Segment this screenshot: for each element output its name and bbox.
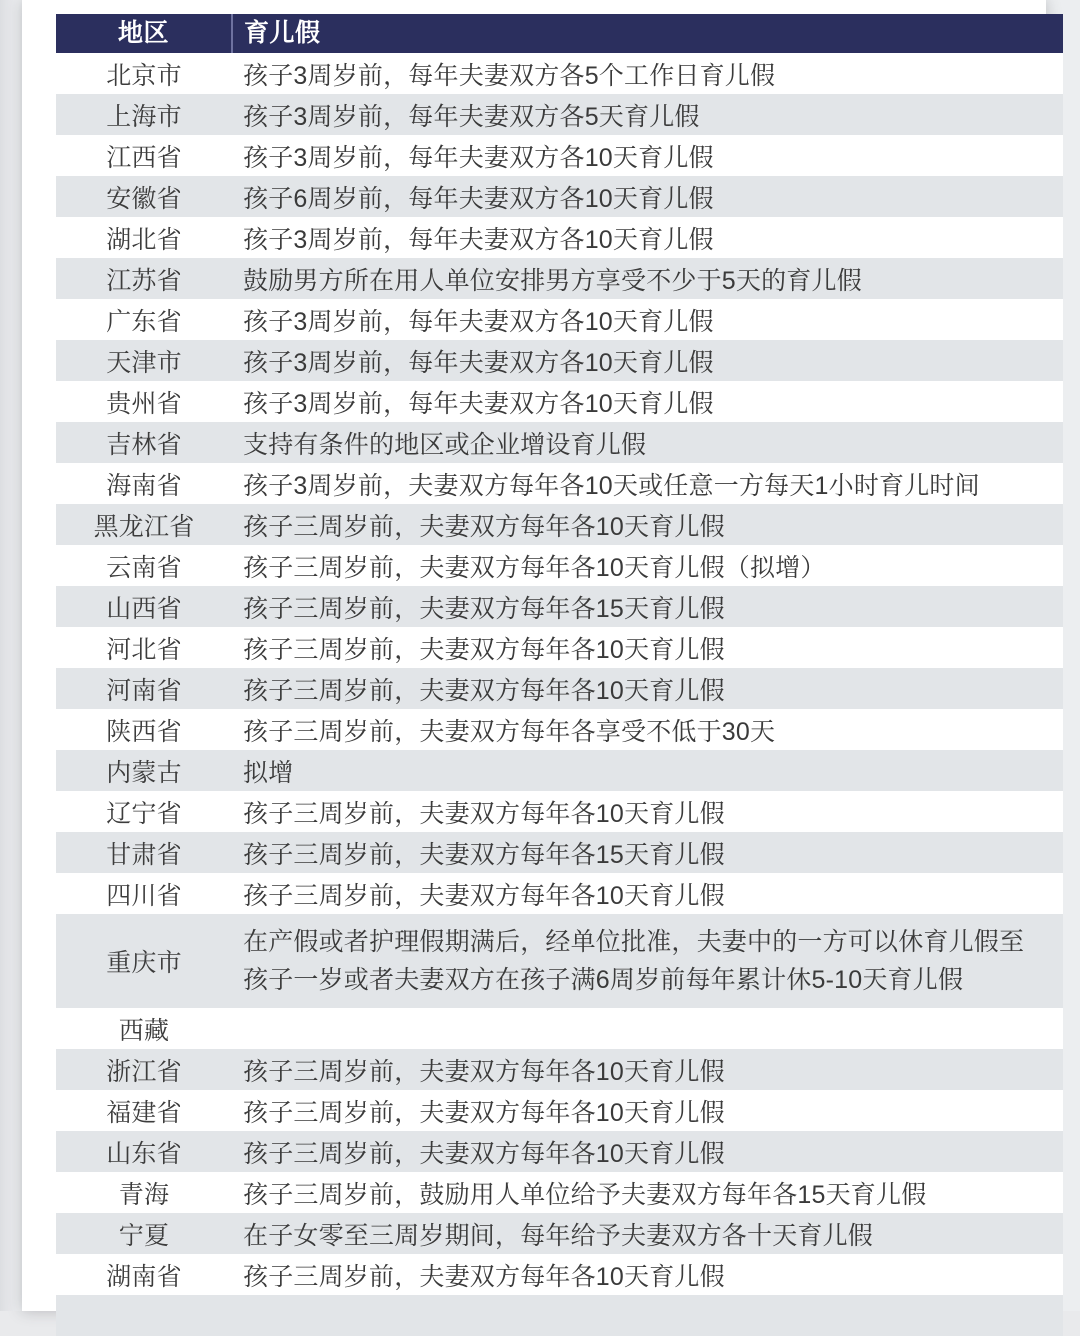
table-row	[56, 1008, 1063, 1049]
table-row	[56, 914, 1063, 1008]
cell-region: 湖南省	[106, 1262, 182, 1291]
table-row	[56, 1172, 1063, 1213]
cell-policy: 孩子三周岁前，夫妻双方每年各10天育儿假	[243, 512, 725, 541]
cell-policy-line: 孩子一岁或者夫妻双方在孩子满6周岁前每年累计休5-10天育儿假	[243, 966, 964, 994]
table-row	[56, 381, 1063, 422]
cell-region: 浙江省	[106, 1057, 182, 1086]
table-row	[56, 1131, 1063, 1172]
cell-region: 重庆市	[106, 949, 182, 977]
cell-region: 内蒙古	[106, 758, 182, 787]
cell-policy: 孩子三周岁前，夫妻双方每年各10天育儿假	[243, 676, 725, 705]
cell-policy: 孩子三周岁前，夫妻双方每年各10天育儿假	[243, 1098, 725, 1127]
table-row	[56, 832, 1063, 873]
table-row	[56, 422, 1063, 463]
cell-region: 天津市	[106, 348, 182, 377]
table-row	[56, 627, 1063, 668]
cell-policy-line: 在产假或者护理假期满后，经单位批准，夫妻中的一方可以休育儿假至	[243, 928, 1025, 956]
cell-region: 江西省	[106, 143, 182, 172]
table-row	[56, 1049, 1063, 1090]
cell-policy: 孩子三周岁前，夫妻双方每年各10天育儿假	[243, 1057, 725, 1086]
table-row	[56, 545, 1063, 586]
cell-region: 安徽省	[106, 184, 182, 213]
cell-region: 西藏	[118, 1016, 170, 1045]
cell-policy: 孩子3周岁前，每年夫妻双方各5个工作日育儿假	[243, 61, 776, 90]
cell-region: 黑龙江省	[93, 512, 195, 541]
table-row	[56, 750, 1063, 791]
table-row	[56, 340, 1063, 381]
cell-policy: 孩子三周岁前，鼓励用人单位给予夫妻双方每年各15天育儿假	[243, 1180, 927, 1209]
cell-region: 上海市	[106, 102, 182, 131]
cell-policy: 孩子三周岁前，夫妻双方每年各10天育儿假	[243, 881, 725, 910]
cell-region: 辽宁省	[106, 799, 182, 828]
table-row	[56, 135, 1063, 176]
cell-policy: 孩子3周岁前，每年夫妻双方各10天育儿假	[243, 389, 714, 418]
column-header-policy: 育儿假	[232, 14, 1063, 53]
cell-region: 云南省	[106, 553, 182, 582]
column-header-region: 地区	[56, 14, 232, 53]
cell-region: 山东省	[106, 1139, 182, 1168]
cell-policy: 孩子3周岁前，夫妻双方每年各10天或任意一方每天1小时育儿时间	[243, 471, 980, 500]
cell-region: 四川省	[106, 881, 182, 910]
cell-region: 福建省	[106, 1098, 182, 1127]
table-row	[56, 94, 1063, 135]
cell-region: 贵州省	[106, 389, 182, 418]
cell-region	[56, 1295, 232, 1336]
table-row	[56, 1254, 1063, 1295]
table-row	[56, 463, 1063, 504]
cell-region: 甘肃省	[106, 840, 182, 869]
table-row	[56, 586, 1063, 627]
table-row	[56, 176, 1063, 217]
table-row	[56, 873, 1063, 914]
cell-policy: 孩子3周岁前，每年夫妻双方各10天育儿假	[243, 348, 714, 377]
cell-policy	[232, 914, 1063, 1008]
cell-policy: 孩子三周岁前，夫妻双方每年各享受不低于30天	[243, 717, 776, 746]
table-row	[56, 53, 1063, 94]
table-row	[56, 709, 1063, 750]
cell-region: 青海	[118, 1180, 170, 1209]
cell-policy: 孩子3周岁前，每年夫妻双方各10天育儿假	[243, 225, 714, 254]
cell-region: 河北省	[106, 635, 182, 664]
cell-policy: 支持有条件的地区或企业增设育儿假	[243, 430, 647, 459]
cell-policy: 在子女零至三周岁期间，每年给予夫妻双方各十天育儿假	[243, 1221, 874, 1250]
cell-region: 宁夏	[118, 1221, 170, 1250]
table-row	[56, 217, 1063, 258]
cell-policy: 孩子三周岁前，夫妻双方每年各15天育儿假	[243, 840, 725, 869]
cell-region: 北京市	[106, 61, 182, 90]
cell-policy: 孩子6周岁前，每年夫妻双方各10天育儿假	[243, 184, 714, 213]
cell-region: 江苏省	[106, 266, 182, 295]
table-row	[56, 1090, 1063, 1131]
cell-policy	[232, 1008, 1063, 1049]
cell-policy: 孩子3周岁前，每年夫妻双方各5天育儿假	[243, 102, 700, 131]
table-row	[56, 504, 1063, 545]
cell-region: 湖北省	[106, 225, 182, 254]
cell-policy: 孩子三周岁前，夫妻双方每年各10天育儿假	[243, 1262, 725, 1291]
cell-region: 广东省	[106, 307, 182, 336]
cell-policy: 孩子3周岁前，每年夫妻双方各10天育儿假	[243, 143, 714, 172]
table-row	[56, 258, 1063, 299]
table-row	[56, 1295, 1063, 1336]
table-header-row	[56, 14, 1063, 53]
cell-policy: 孩子三周岁前，夫妻双方每年各10天育儿假	[243, 635, 725, 664]
table-body	[56, 53, 1063, 1336]
cell-region: 吉林省	[106, 430, 182, 459]
table-header	[56, 14, 1063, 53]
parental-leave-table	[56, 14, 1063, 1336]
cell-region: 山西省	[106, 594, 182, 623]
table-row	[56, 791, 1063, 832]
cell-policy	[232, 1295, 1063, 1336]
table-row	[56, 1213, 1063, 1254]
document-card	[22, 0, 1046, 1311]
cell-policy: 拟增	[243, 758, 294, 787]
table-row	[56, 299, 1063, 340]
cell-region: 陕西省	[106, 717, 182, 746]
table-container	[56, 14, 1063, 1336]
cell-region: 河南省	[106, 676, 182, 705]
cell-policy: 孩子三周岁前，夫妻双方每年各10天育儿假	[243, 799, 725, 828]
cell-policy: 孩子三周岁前，夫妻双方每年各10天育儿假（拟增）	[243, 553, 826, 582]
cell-policy: 鼓励男方所在用人单位安排男方享受不少于5天的育儿假	[243, 266, 862, 295]
cell-region: 海南省	[106, 471, 182, 500]
table-row	[56, 668, 1063, 709]
cell-policy: 孩子3周岁前，每年夫妻双方各10天育儿假	[243, 307, 714, 336]
cell-policy: 孩子三周岁前，夫妻双方每年各10天育儿假	[243, 1139, 725, 1168]
cell-policy: 孩子三周岁前，夫妻双方每年各15天育儿假	[243, 594, 725, 623]
